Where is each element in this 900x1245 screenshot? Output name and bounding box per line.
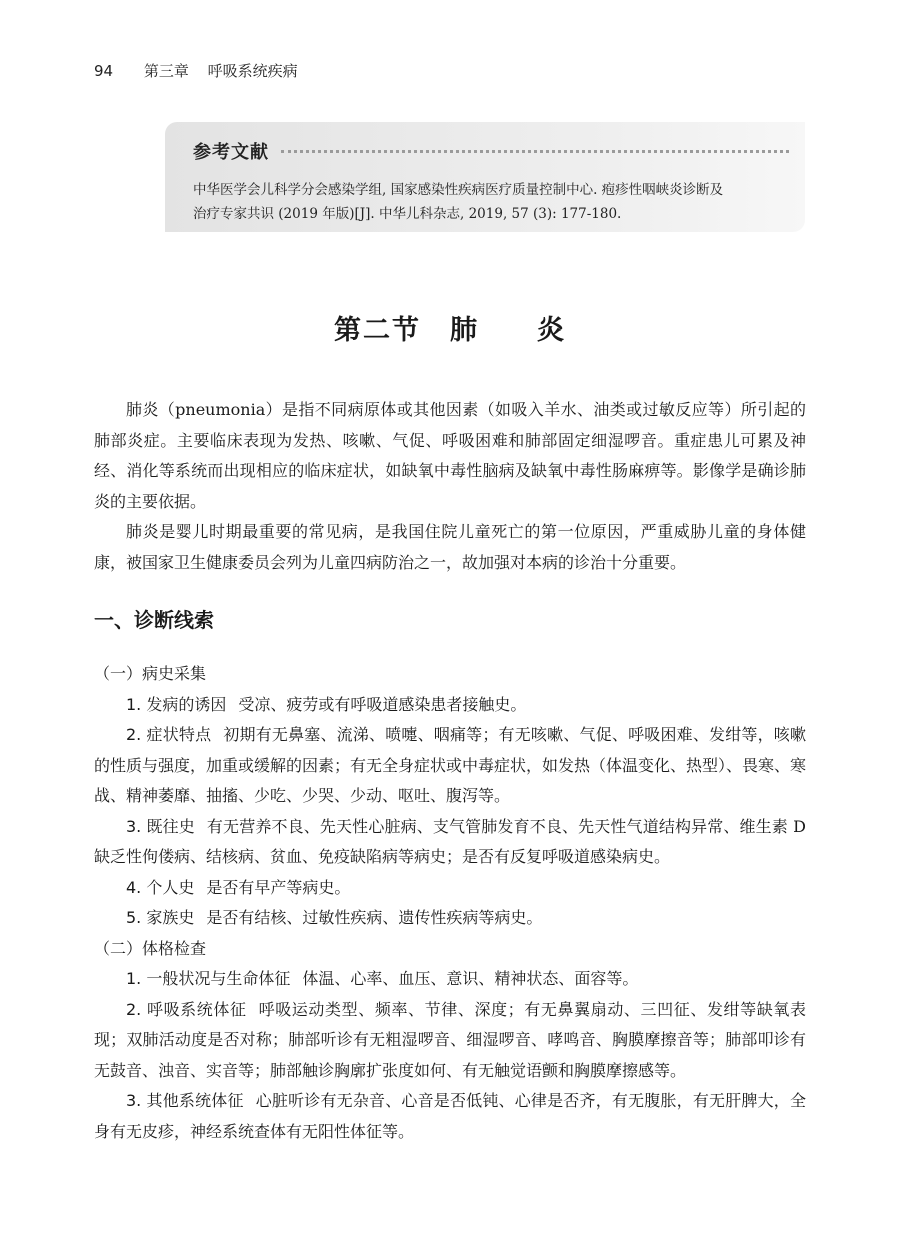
item-lead: 3. 其他系统体征	[126, 1091, 244, 1110]
item-text: 心脏听诊有无杂音、心音是否低钝、心律是否齐，有无腹胀，有无肝脾大，全身有无皮疹，神经系统查体有无阳性体征等。	[94, 1091, 806, 1141]
item-text: 有无营养不良、先天性心脏病、支气管肺发育不良、先天性气道结构异常、维生素 D 缺乏性佝偻病、结核病、贫血、免疫缺陷病等病史；是否有反复呼吸道感染病史。	[94, 816, 806, 866]
page-number: 94	[94, 62, 114, 80]
item-lead: 1. 发病的诱因	[126, 694, 227, 714]
item-text: 初期有无鼻塞、流涕、喷嚏、咽痛等；有无咳嗽、气促、呼吸困难、发绀等，咳嗽的性质与强度，加重或缓解的因素；有无全身症状或中毒症状，如发热（体温变化、热型）、畏寒、寒战、精神萎靡、抽搐、少吃、少哭、少动、呕吐、腹泻等。	[94, 725, 807, 805]
intro-paragraph-1: 肺炎（pneumonia）是指不同病原体或其他因素（如吸入羊水、油类或过敏反应等）所引起的肺部炎症。主要临床表现为发热、咳嗽、气促、呼吸困难和肺部固定细湿啰音。重症患儿可累及神经、消化等系统而出现相应的临床症状，如缺氧中毒性脑病及缺氧中毒性肠麻痹等。影像学是确诊肺炎的主要依据。	[94, 400, 806, 511]
history-heading: （一）病史采集	[94, 664, 207, 683]
section-title: 第二节 肺 炎	[334, 315, 566, 346]
chapter-title: 呼吸系统疾病	[207, 62, 298, 80]
running-header	[94, 60, 298, 81]
exam-item-3	[94, 1086, 806, 1147]
chapter-number: 第三章	[143, 62, 189, 80]
reference-line-1: 中华医学会儿科学分会感染学组, 国家感染性疾病医疗质量控制中心. 疱疹性咽峡炎诊断及	[193, 182, 724, 198]
reference-entry	[193, 178, 793, 226]
item-text: 体温、心率、血压、意识、精神状态、面容等。	[302, 969, 639, 988]
history-item-2	[94, 720, 806, 812]
references-title: 参考文献	[193, 142, 269, 163]
reference-line-2: 治疗专家共识 (2019 年版)[J]. 中华儿科杂志, 2019, 57 (3): 177-180.	[193, 206, 622, 222]
item-text: 是否有结核、过敏性疾病、遗传性疾病等病史。	[206, 908, 543, 927]
item-lead: 2. 症状特点	[126, 725, 212, 744]
history-item-4	[94, 873, 806, 904]
item-text: 是否有早产等病史。	[206, 877, 351, 897]
item-lead: 1. 一般状况与生命体征	[126, 969, 291, 988]
history-item-5	[94, 903, 806, 934]
references-box	[165, 122, 805, 232]
item-text: 受凉、疲劳或有呼吸道感染患者接触史。	[238, 694, 527, 714]
references-title-row	[193, 138, 789, 164]
exam-item-2	[94, 995, 806, 1087]
history-item-3	[94, 812, 806, 873]
item-lead: 2. 呼吸系统体征	[126, 999, 247, 1019]
exam-heading: （二）体格检查	[94, 938, 207, 958]
history-item-1	[94, 690, 806, 721]
diagnosis-heading: 一、诊断线索	[94, 608, 214, 632]
item-lead: 4. 个人史	[126, 877, 195, 897]
intro-paragraph-2: 肺炎是婴儿时期最重要的常见病，是我国住院儿童死亡的第一位原因，严重威胁儿童的身体健康，被国家卫生健康委员会列为儿童四病防治之一，故加强对本病的诊治十分重要。	[94, 522, 806, 572]
item-lead: 5. 家族史	[126, 908, 195, 927]
item-text: 呼吸运动类型、频率、节律、深度；有无鼻翼扇动、三凹征、发绀等缺氧表现；双肺活动度是否对称；肺部听诊有无粗湿啰音、细湿啰音、哮鸣音、胸膜摩擦音等；肺部叩诊有无鼓音、浊音、实音等；肺部触诊胸廓扩张度如何、有无触觉语颤和胸膜摩擦感等。	[94, 999, 806, 1080]
dotted-rule	[281, 150, 789, 153]
item-lead: 3. 既往史	[126, 816, 195, 836]
exam-item-1	[94, 964, 806, 995]
main-text	[94, 395, 806, 1147]
